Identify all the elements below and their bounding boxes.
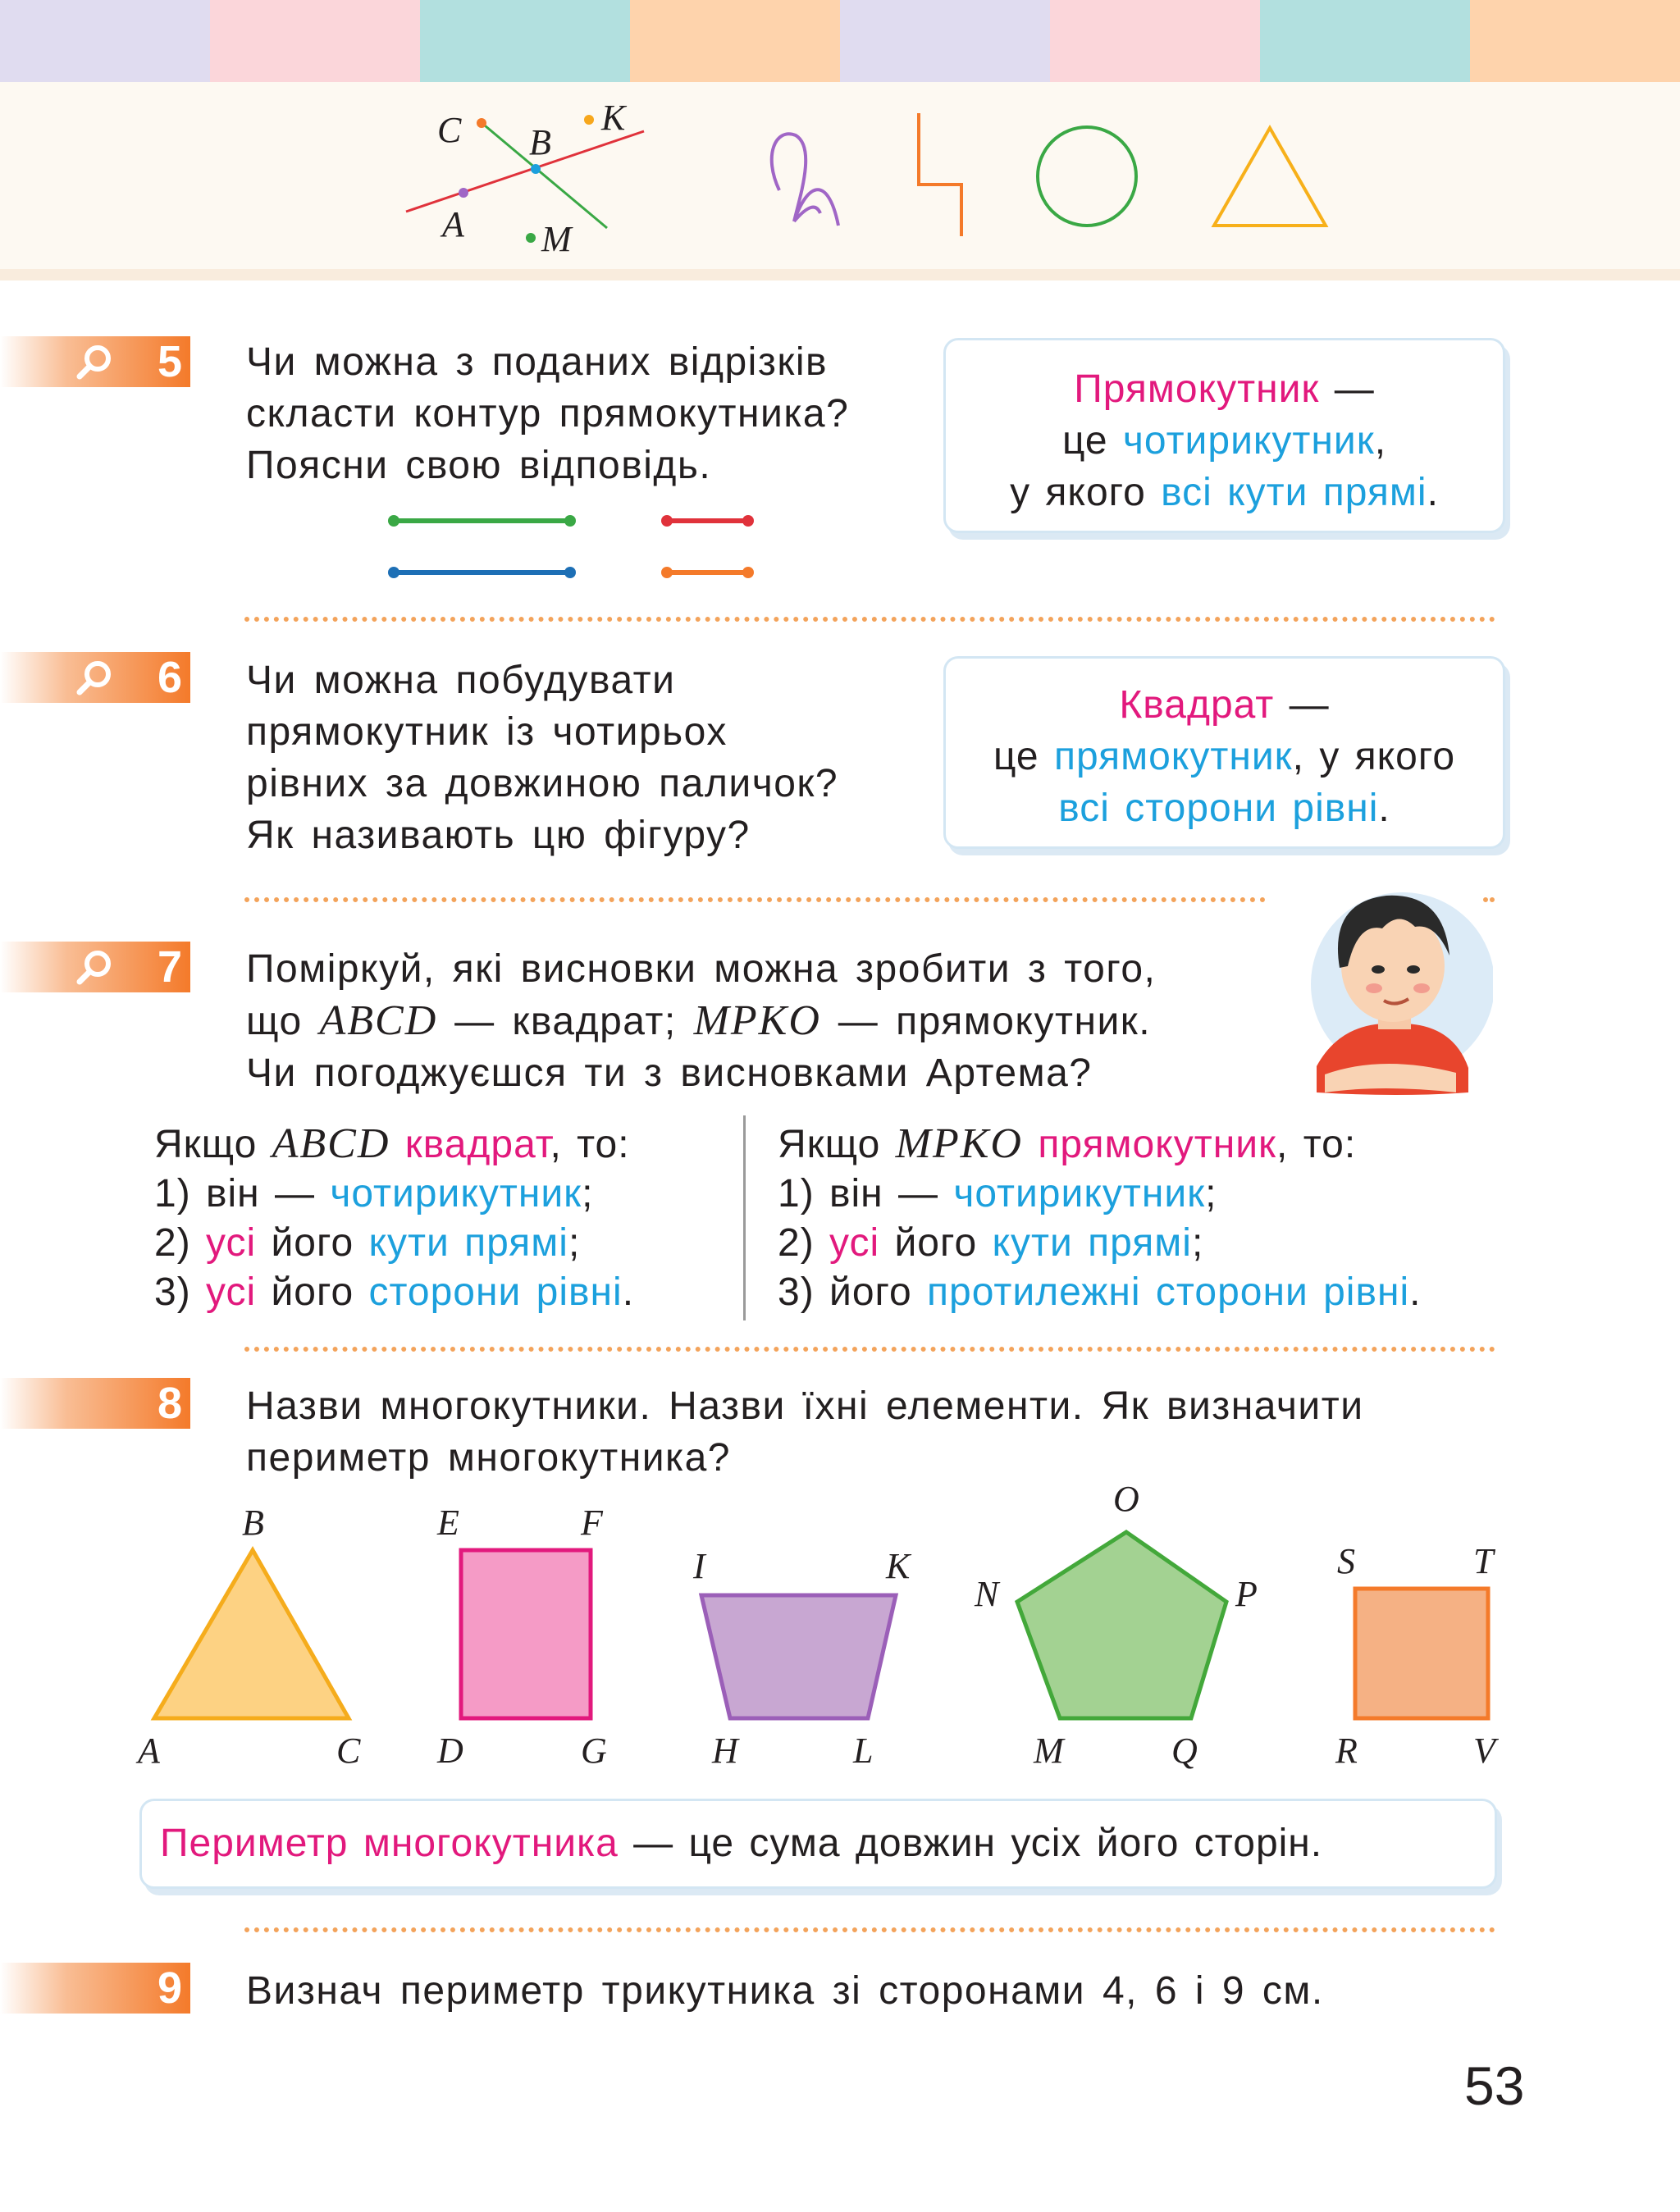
vertex-label: V [1473, 1731, 1495, 1771]
point-k [584, 115, 594, 125]
task9-question: Визнач периметр трикутника зі сторонами 4, 6 і 9 см. [246, 1969, 1324, 2013]
vertex-label: H [712, 1731, 738, 1771]
text: , у якого [1292, 735, 1456, 778]
text-line: Поясни свою відповідь. [246, 444, 712, 487]
task-number: 9 [157, 1963, 182, 2013]
magnifier-icon [75, 344, 115, 380]
vertex-label: S [1337, 1541, 1355, 1581]
text: — це сума довжин усіх його сторін. [618, 1822, 1323, 1865]
pentagon-onpqm [1017, 1532, 1226, 1718]
page-number: 53 [1464, 2055, 1525, 2116]
term-highlight: всі кути прямі [1161, 471, 1427, 514]
text-line: Чи можна з поданих відрізків [246, 340, 828, 384]
vertex-label: M [1034, 1731, 1064, 1771]
vertex-label: K [886, 1546, 911, 1586]
broken-line-shape [919, 113, 961, 236]
text: 1) він — [778, 1172, 954, 1215]
text: 2) [154, 1221, 207, 1265]
label-point-k: K [601, 98, 626, 138]
term-highlight: сторони рівні [368, 1270, 623, 1314]
vertex-label: O [1113, 1479, 1139, 1519]
vertex-label: C [336, 1731, 361, 1771]
magnifier-icon [75, 949, 115, 985]
text-line: Назви многокутники. Назви їхні елементи. Як визначити [246, 1384, 1364, 1428]
text [1023, 1123, 1038, 1166]
point-b [531, 164, 541, 174]
term: усі [206, 1270, 257, 1314]
circle-shape [1038, 127, 1136, 226]
text: ; [582, 1172, 594, 1215]
math-mpko: MPKO [895, 1120, 1023, 1167]
term: Периметр многокутника [160, 1822, 619, 1865]
text: 1) він — [154, 1172, 331, 1215]
dash: — [1319, 367, 1375, 411]
dotted-divider [244, 1927, 1495, 1932]
conclusions-rectangle [778, 1120, 1421, 1317]
definition-square [943, 656, 1505, 849]
definition-perimeter [139, 1799, 1497, 1889]
text-line: Поміркуй, які висновки можна зробити з того, [246, 947, 1157, 991]
strip-segment [420, 0, 630, 82]
label-point-m: M [541, 219, 572, 259]
text: . [1427, 471, 1439, 514]
text [390, 1123, 404, 1166]
conclusions-square [154, 1120, 634, 1317]
vertex-label: D [437, 1731, 463, 1771]
definition-line [946, 782, 1503, 834]
math-abcd: ABCD [272, 1120, 390, 1167]
term-highlight: чотирикутник [953, 1172, 1206, 1215]
definition-line [946, 363, 1503, 415]
label-point-a: A [442, 204, 464, 244]
rectangle-efgd [461, 1550, 591, 1718]
term-highlight: всі сторони рівні [1058, 787, 1379, 830]
term-highlight: чотирикутник [1122, 419, 1375, 463]
strip-segment [630, 0, 840, 82]
triangle-abc [154, 1550, 349, 1718]
vertex-label: R [1335, 1731, 1358, 1771]
dotted-divider [244, 897, 1266, 902]
text: це [1061, 419, 1123, 463]
vertex-label: B [242, 1503, 264, 1543]
vertex-label: T [1473, 1541, 1494, 1581]
top-color-strip [0, 0, 1680, 82]
term-highlight: прямокутник [1053, 735, 1293, 778]
text-line: прямокутник із чотирьох [246, 710, 728, 754]
text-line: скласти контур прямокутника? [246, 392, 850, 436]
task-number: 8 [157, 1379, 182, 1428]
trapezoid-iklh [701, 1595, 896, 1718]
term: Квадрат [1119, 683, 1275, 727]
task-badge-6 [0, 652, 190, 703]
text-line: рівних за довжиною паличок? [246, 762, 839, 805]
vertex-label: P [1235, 1574, 1258, 1614]
text-line: периметр многокутника? [246, 1436, 731, 1480]
strip-segment [1470, 0, 1680, 82]
text: що [246, 1000, 320, 1043]
task5-question [246, 336, 849, 491]
text: це [993, 735, 1054, 778]
task-badge-5 [0, 336, 190, 387]
text: його [256, 1270, 369, 1314]
task-number: 5 [157, 337, 182, 386]
vertex-label: Q [1171, 1731, 1198, 1771]
boy-illustration [1292, 878, 1493, 1115]
term: квадрат [404, 1123, 550, 1166]
triangle-shape [1214, 128, 1326, 226]
definition-rectangle [943, 338, 1505, 533]
vertex-label: I [693, 1546, 705, 1586]
text: , [1374, 419, 1387, 463]
definition-line [946, 731, 1503, 782]
text: ; [1191, 1221, 1204, 1265]
strip-segment [1050, 0, 1260, 82]
vertex-label: L [853, 1731, 874, 1771]
text: 2) [778, 1221, 830, 1265]
text: ; [1205, 1172, 1217, 1215]
segments-figure [377, 504, 771, 586]
math-mpko: MPKO [693, 997, 821, 1044]
task-number: 7 [157, 942, 182, 992]
text: , то: [1276, 1123, 1357, 1166]
dotted-divider [244, 1347, 1495, 1352]
task-number: 6 [157, 653, 182, 702]
text: 3) [154, 1270, 207, 1314]
text: . [1409, 1270, 1422, 1314]
text: 3) його [778, 1270, 928, 1314]
square-strv [1355, 1589, 1488, 1718]
strip-segment [210, 0, 420, 82]
text: його [256, 1221, 369, 1265]
math-abcd: ABCD [319, 997, 438, 1044]
vertex-label: E [437, 1503, 459, 1543]
label-point-c: C [437, 110, 462, 150]
text-line: Чи погоджуєшся ти з висновками Артема? [246, 1051, 1093, 1095]
term: прямокутник [1038, 1123, 1277, 1166]
task7-question [246, 943, 1156, 1099]
task6-question [246, 654, 838, 861]
column-divider [743, 1115, 746, 1320]
vertex-label: N [975, 1574, 999, 1614]
text: . [622, 1270, 635, 1314]
text: Якщо [154, 1123, 272, 1166]
term-highlight: кути прямі [368, 1221, 568, 1265]
strip-segment [1260, 0, 1470, 82]
point-a [459, 188, 468, 198]
task-badge-7 [0, 942, 190, 992]
text: — квадрат; [437, 1000, 694, 1043]
vertex-label: F [581, 1503, 603, 1543]
definition-line [946, 467, 1503, 518]
strip-segment [0, 0, 210, 82]
text: . [1378, 787, 1390, 830]
text: , то: [550, 1123, 630, 1166]
point-m [526, 233, 536, 243]
text: ; [568, 1221, 581, 1265]
term-highlight: протилежні сторони рівні [927, 1270, 1410, 1314]
task-badge-8 [0, 1378, 190, 1429]
definition-line [946, 415, 1503, 467]
dotted-divider [244, 617, 1495, 622]
task-badge-9 [0, 1963, 190, 2014]
text: — прямокутник. [820, 1000, 1152, 1043]
header-figures [0, 82, 1680, 271]
term-highlight: кути прямі [992, 1221, 1192, 1265]
text: Якщо [778, 1123, 896, 1166]
task8-question [246, 1380, 1364, 1484]
term: Прямокутник [1074, 367, 1320, 411]
definition-line [946, 679, 1503, 731]
magnifier-icon [75, 659, 115, 696]
text: у якого [1010, 471, 1162, 514]
strip-segment [840, 0, 1050, 82]
term-highlight: чотирикутник [330, 1172, 582, 1215]
text-line: Як називають цю фігуру? [246, 814, 751, 857]
dash: — [1274, 683, 1330, 727]
term: усі [206, 1221, 257, 1265]
text-line: Чи можна побудувати [246, 659, 676, 702]
curve-shape [772, 134, 838, 226]
vertex-label: A [138, 1731, 160, 1771]
text: його [879, 1221, 993, 1265]
point-c [477, 118, 486, 128]
label-point-b: B [529, 122, 551, 162]
term: усі [829, 1221, 880, 1265]
vertex-label: G [581, 1731, 607, 1771]
